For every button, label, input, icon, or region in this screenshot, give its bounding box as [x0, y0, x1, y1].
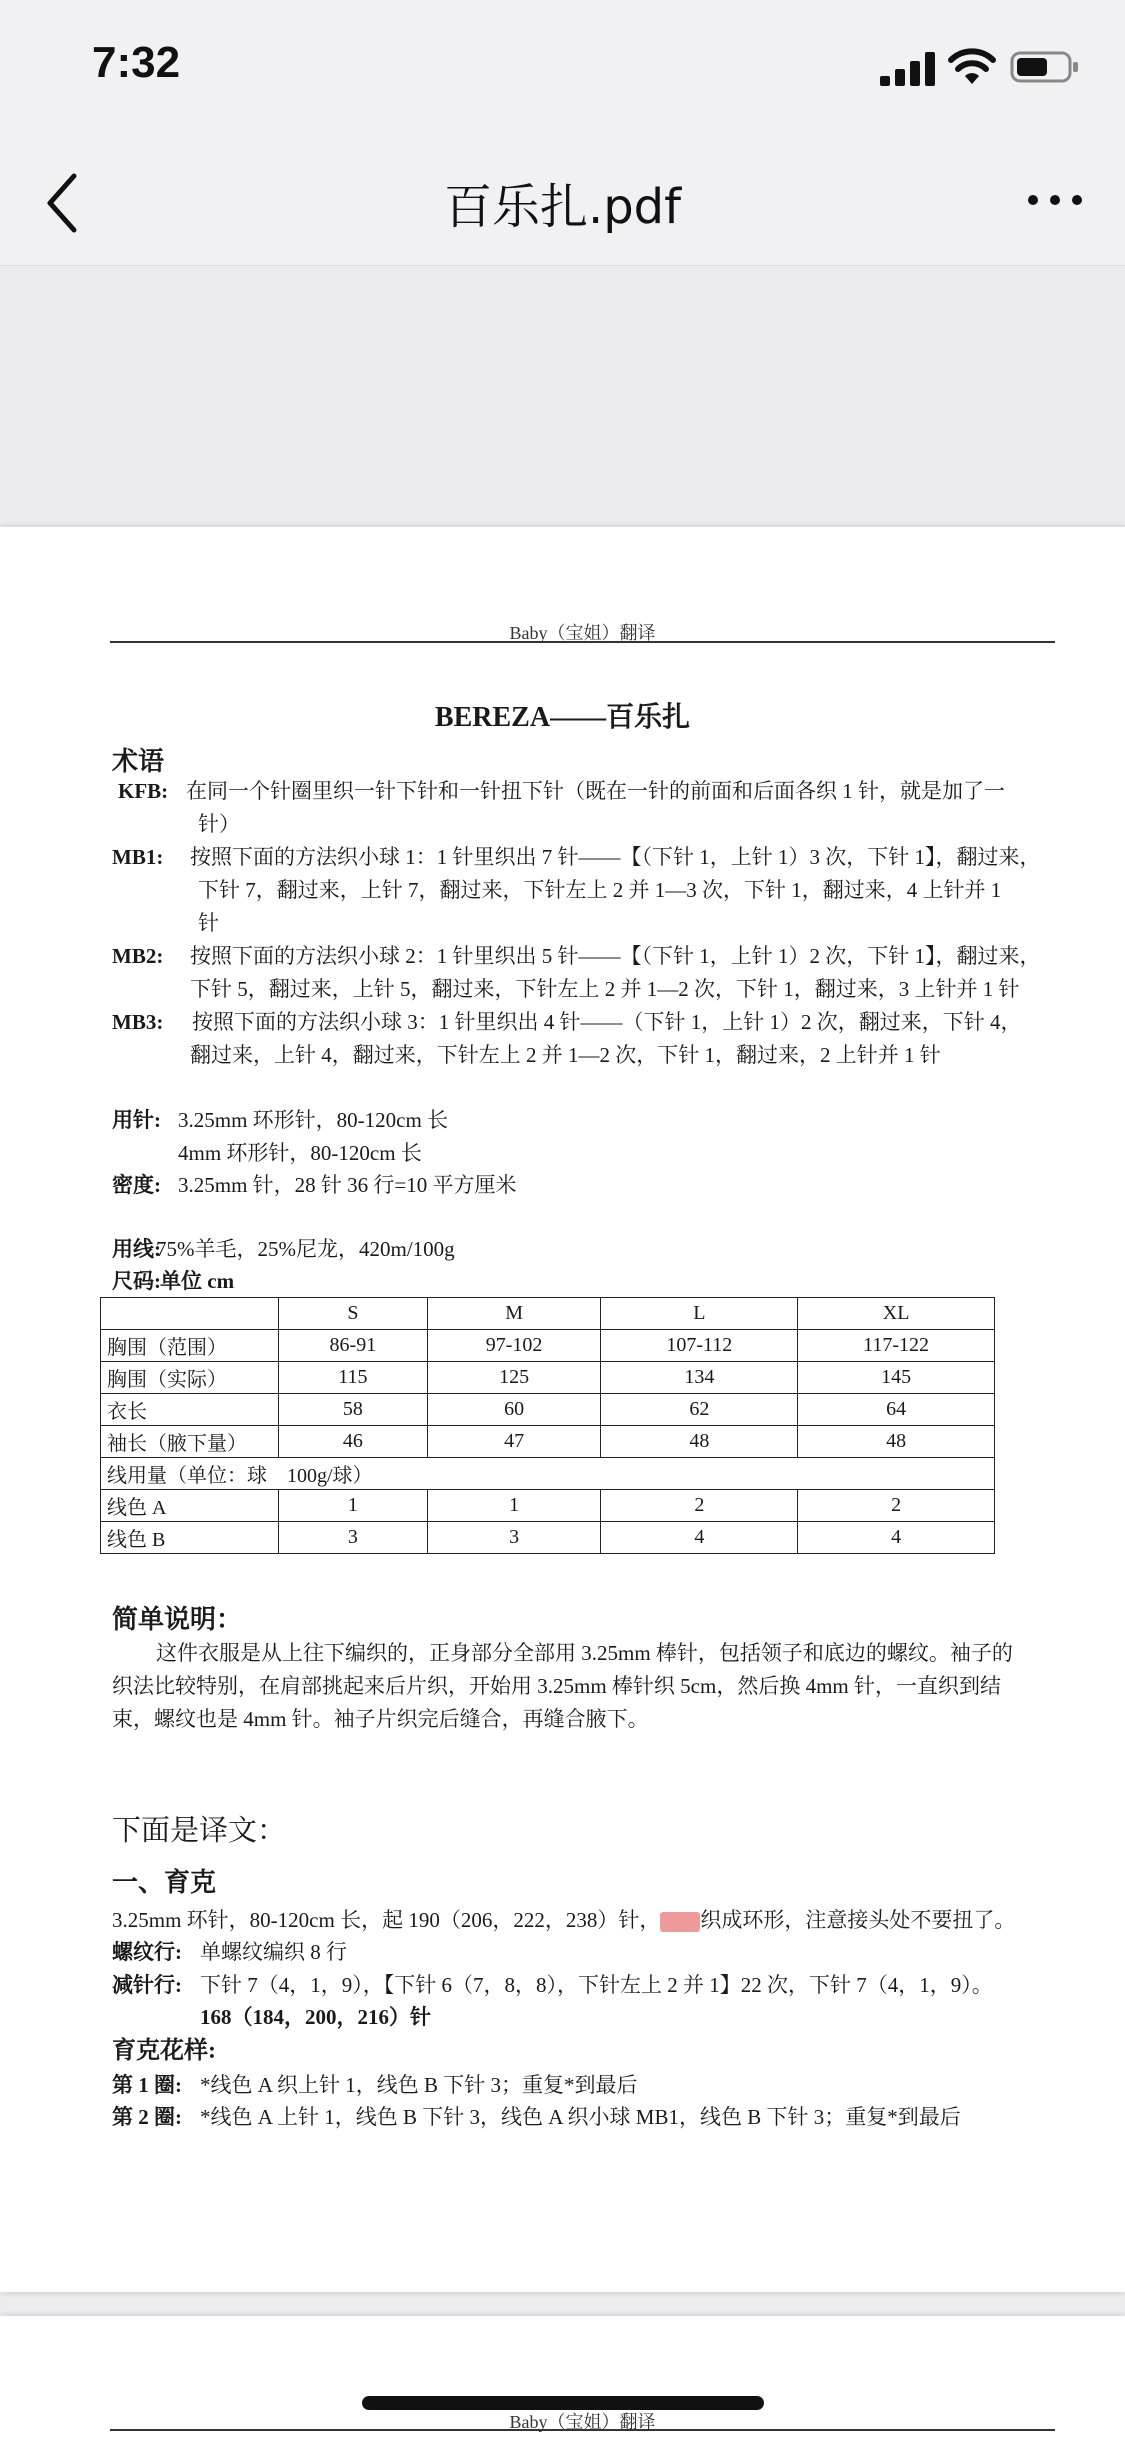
round2-label: 第 2 圈:: [112, 2105, 182, 2129]
rib-label: 螺纹行:: [112, 1940, 182, 1964]
term-mb1-text-cont: 下针 7，翻过来，上针 7，翻过来，下针左上 2 并 1—3 次，下针 1，翻过来，4 上针并 1: [198, 878, 1002, 902]
table-row: [101, 1458, 995, 1490]
size-table: [100, 1297, 995, 1554]
table-cell: 60: [427, 1394, 601, 1426]
more-options-icon[interactable]: [1025, 180, 1085, 220]
round1-label: 第 1 圈:: [112, 2073, 182, 2097]
table-cell: 97-102: [427, 1330, 601, 1362]
table-cell: 47: [427, 1426, 601, 1458]
rib-text: 单螺纹编织 8 行: [200, 1940, 347, 1964]
table-cell: 袖长（腋下量）: [101, 1426, 279, 1458]
table-cell: 2: [798, 1490, 995, 1522]
table-header-cell: [101, 1298, 279, 1330]
needles-line2: 4mm 环形针，80-120cm 长: [178, 1141, 422, 1165]
table-cell: 58: [279, 1394, 428, 1426]
page-header: Baby（宝姐）翻译: [509, 623, 656, 643]
term-mb3-label: MB3:: [112, 1010, 164, 1034]
term-mb1-label: MB1:: [112, 845, 164, 869]
table-cell: 134: [601, 1362, 798, 1394]
needles-label: 用针:: [112, 1108, 161, 1132]
table-cell: 4: [798, 1522, 995, 1554]
table-row: [101, 1490, 995, 1522]
table-row: [101, 1362, 995, 1394]
yoke-pattern-heading: 育克花样:: [112, 2038, 216, 2064]
term-mb3-text-cont: 翻过来，上针 4，翻过来，下针左上 2 并 1—2 次，下针 1，翻过来，2 上针并 1 针: [190, 1043, 941, 1067]
table-cell: 2: [601, 1490, 798, 1522]
term-kfb-text-cont: 针）: [198, 812, 240, 836]
table-header-cell: S: [279, 1298, 428, 1330]
table-row: [101, 1426, 995, 1458]
table-cell: 107-112: [601, 1330, 798, 1362]
table-cell: 衣长: [101, 1394, 279, 1426]
table-header-cell: M: [427, 1298, 601, 1330]
simple-line2: 织法比较特别，在肩部挑起来后片织，开始用 3.25mm 棒针织 5cm，然后换 4mm 针，一直织到结: [112, 1674, 1001, 1698]
table-cell: 125: [427, 1362, 601, 1394]
yarn-value: 75%羊毛，25%尼龙，420m/100g: [156, 1237, 455, 1261]
term-kfb-text: 在同一个针圈里织一针下针和一针扭下针（既在一针的前面和后面各织 1 针，就是加了一: [186, 779, 1005, 803]
table-cell: 线色 B: [101, 1522, 279, 1554]
cast-on-line: [112, 1910, 1015, 1932]
table-row: [101, 1394, 995, 1426]
table-cell: 86-91: [279, 1330, 428, 1362]
gauge-label: 密度:: [112, 1173, 161, 1197]
table-cell: 胸围（实际）: [101, 1362, 279, 1394]
round2-text: *线色 A 上针 1，线色 B 下针 3，线色 A 织小球 MB1，线色 B 下针 3；重复*到最后: [200, 2105, 961, 2129]
term-kfb-label: KFB:: [118, 779, 169, 803]
term-mb1-text: 按照下面的方法织小球 1：1 针里织出 7 针——【（下针 1，上针 1）3 次，下针 1】，翻过来，: [190, 845, 1041, 869]
round1-text: *线色 A 织上针 1，线色 B 下针 3；重复*到最后: [200, 2073, 638, 2097]
status-time: 7:32: [92, 38, 181, 87]
table-cell: 115: [279, 1362, 428, 1394]
table-cell: 117-122: [798, 1330, 995, 1362]
pdf-page-next: [0, 2316, 1125, 2456]
simple-line3: 束，螺纹也是 4mm 针。袖子片织完后缝合，再缝合腋下。: [112, 1707, 649, 1731]
table-header-cell: XL: [798, 1298, 995, 1330]
nav-bar: [0, 140, 1125, 266]
term-mb2-text-cont: 下针 5，翻过来，上针 5，翻过来，下针左上 2 并 1—2 次，下针 1，翻过来，3 上针并 1 针: [190, 977, 1020, 1001]
table-cell: 4: [601, 1522, 798, 1554]
table-cell: 145: [798, 1362, 995, 1394]
section-yoke-heading: 一、育克: [112, 1868, 217, 1897]
decrease-text: 下针 7（4，1，9），【下针 6（7，8，8），下针左上 2 并 1】22 次，下针 7（4，1，9）。: [200, 1973, 993, 1997]
cast-on-text-end: 织成环形，注意接头处不要扭了。: [700, 1908, 1016, 1932]
table-cell: 线色 A: [101, 1490, 279, 1522]
table-cell: 48: [798, 1426, 995, 1458]
term-mb3-text: 按照下面的方法织小球 3：1 针里织出 4 针——（下针 1，上针 1）2 次，翻过来，下针 4，: [192, 1010, 1022, 1034]
page-header: Baby（宝姐）翻译: [509, 2412, 656, 2432]
table-header-row: [101, 1298, 995, 1330]
terms-heading: 术语: [112, 747, 165, 776]
table-cell: 胸围（范围）: [101, 1330, 279, 1362]
table-cell: 1: [427, 1490, 601, 1522]
table-cell: 62: [601, 1394, 798, 1426]
table-cell: 46: [279, 1426, 428, 1458]
nav-title: 百乐扎.pdf: [443, 179, 682, 235]
redacted-mark: [660, 1912, 700, 1932]
table-row: [101, 1522, 995, 1554]
simple-heading: 简单说明：: [112, 1605, 243, 1634]
gauge-value: 3.25mm 针，28 针 36 行=10 平方厘米: [178, 1173, 517, 1197]
yarn-label: 用线:: [112, 1237, 161, 1261]
term-mb2-text: 按照下面的方法织小球 2：1 针里织出 5 针——【（下针 1，上针 1）2 次，下针 1】，翻过来，: [190, 944, 1041, 968]
table-cell: 64: [798, 1394, 995, 1426]
translation-heading: 下面是译文：: [112, 1815, 287, 1847]
simple-line1: 这件衣服是从上往下编织的，正身部分全部用 3.25mm 棒针，包括领子和底边的螺纹。袖子的: [156, 1641, 1013, 1665]
size-unit: 单位 cm: [160, 1269, 235, 1293]
table-row: [101, 1330, 995, 1362]
wifi-icon: [948, 48, 996, 86]
term-mb1-text-end: 针: [198, 911, 219, 935]
header-rule: [110, 641, 1055, 643]
table-cell: 1: [279, 1490, 428, 1522]
table-cell-yarn-amount: 线用量（单位：球 100g/球）: [101, 1458, 995, 1490]
cast-on-text: 3.25mm 环针，80-120cm 长，起 190（206，222，238）针，: [112, 1908, 661, 1932]
table-cell: 48: [601, 1426, 798, 1458]
table-header-cell: L: [601, 1298, 798, 1330]
document-title: BEREZA——百乐扎: [434, 702, 691, 733]
decrease-count: 168（184，200，216）针: [200, 2005, 431, 2029]
header-rule: [110, 2429, 1055, 2431]
needles-line1: 3.25mm 环形针，80-120cm 长: [178, 1108, 449, 1132]
decrease-label: 减针行:: [112, 1973, 182, 1997]
term-mb2-label: MB2:: [112, 944, 164, 968]
size-label: 尺码:: [112, 1269, 161, 1293]
table-cell: 3: [279, 1522, 428, 1554]
table-cell: 3: [427, 1522, 601, 1554]
home-indicator[interactable]: [362, 2396, 764, 2410]
cellular-signal-icon: [880, 52, 936, 86]
status-bar: [0, 0, 1125, 140]
battery-icon: [1010, 50, 1080, 84]
